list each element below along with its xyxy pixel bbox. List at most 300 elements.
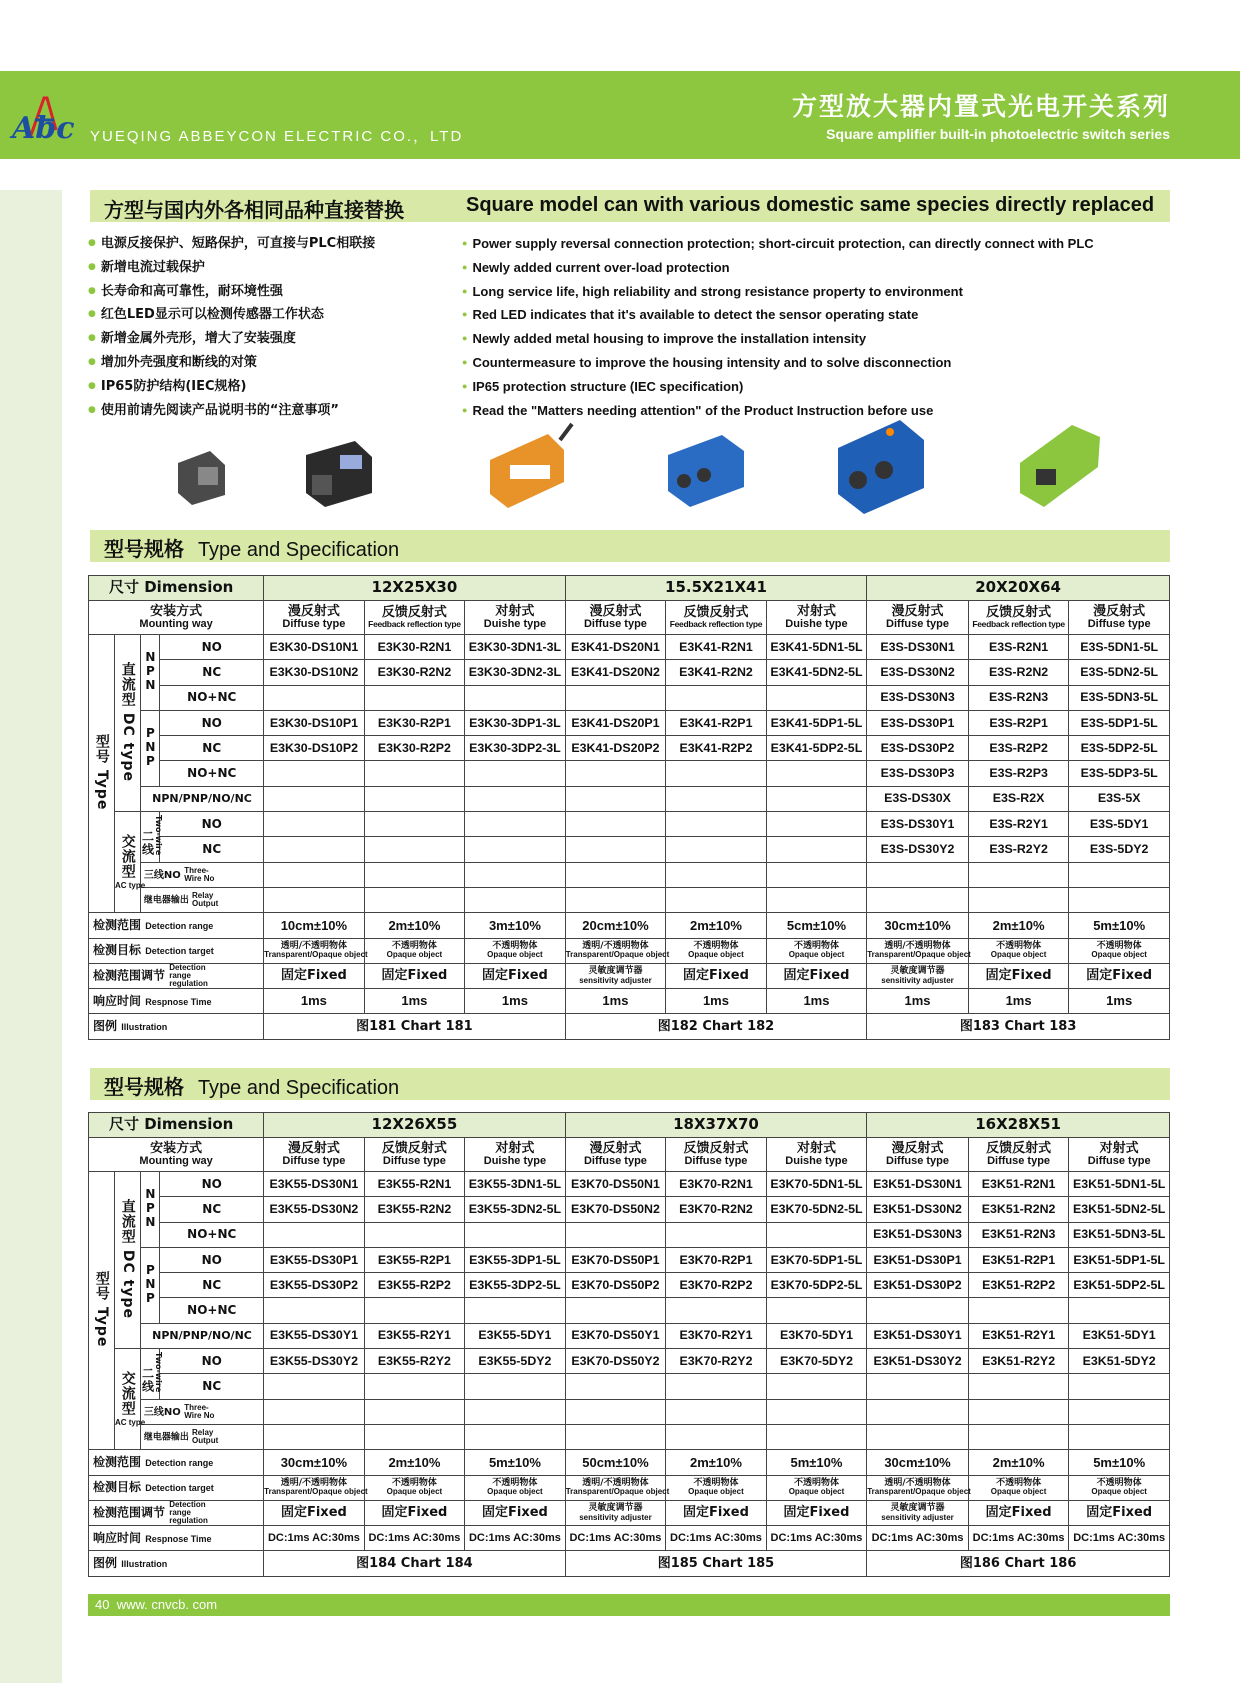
model-cell: E3S-DS30P1 [867, 710, 969, 735]
resp-cell: 1ms [666, 989, 767, 1014]
model-cell: E3S-R2Y1 [968, 812, 1069, 837]
model-cell: E3S-DS30X [867, 786, 969, 811]
target-en: Opaque object [688, 950, 744, 960]
page-number: 40 [95, 1597, 110, 1612]
company-logo [10, 90, 82, 146]
type-header [766, 1138, 867, 1172]
model-cell: E3K70-DS50N2 [565, 1197, 666, 1222]
type-header [264, 1138, 365, 1172]
range-cell: 2m±10% [666, 913, 767, 938]
ac-type-label-cn: 交流型 [119, 833, 136, 879]
type-cn: 对射式 [796, 603, 836, 619]
target-en: Opaque object [688, 1487, 744, 1497]
model-cell: E3K51-5DN2-5L [1069, 1197, 1170, 1222]
range-cell: 5m±10% [465, 1450, 566, 1475]
model-cell [364, 862, 465, 887]
model-cell [867, 1374, 969, 1399]
model-cell: E3K51-DS30P2 [867, 1273, 969, 1298]
illus-cell: 图184 Chart 184 [264, 1551, 566, 1576]
model-cell [565, 761, 666, 786]
type-cn: 对射式 [495, 603, 535, 619]
model-cell: E3S-R2P3 [968, 761, 1069, 786]
resp-label-cn: 响应时间 [93, 994, 142, 1008]
adjust-cell [867, 963, 969, 988]
type-en: Diffuse type [1087, 617, 1151, 630]
model-cell [264, 837, 365, 862]
output-no: NO [201, 715, 222, 730]
target-cn: 不透明物体 [492, 1477, 538, 1488]
type-header [666, 1138, 767, 1172]
range-cell: 3m±10% [465, 913, 566, 938]
target-cell [565, 938, 670, 963]
spec-table-2 [88, 1112, 1170, 1577]
model-cell: E3K30-DS10P1 [264, 710, 365, 735]
output-nc: NC [202, 741, 222, 756]
model-cell: E3K70-5DY2 [766, 1349, 867, 1374]
target-cn: 不透明物体 [793, 1477, 839, 1488]
output-nc: NC [202, 1202, 222, 1217]
model-cell: E3K51-DS30Y1 [867, 1323, 969, 1348]
model-cell: E3S-5DN1-5L [1069, 635, 1170, 660]
model-cell: E3K30-R2P1 [364, 710, 465, 735]
resp-cell: DC:1ms AC:30ms [465, 1526, 566, 1551]
model-cell: E3S-5DP3-5L [1069, 761, 1170, 786]
type-en: Diffuse type [886, 1154, 950, 1167]
feature-item: ● 使用前请先阅读产品说明书的“注意事项” [88, 400, 375, 424]
type-cn: 漫反射式 [589, 603, 642, 619]
type-en: Diffuse type [282, 1154, 346, 1167]
target-cn: 不透明物体 [996, 1477, 1042, 1488]
model-cell [666, 1298, 767, 1323]
dimension-value: 12X25X30 [371, 578, 458, 597]
target-cn: 透明/不透明物体 [582, 940, 649, 951]
model-cell [666, 761, 767, 786]
target-label-en: Detection target [145, 1483, 214, 1494]
output-nonc: NO+NC [187, 1303, 237, 1318]
relay-label-cn: 继电器输出 [143, 1432, 189, 1443]
output-no: NO [201, 639, 222, 654]
target-cn: 不透明物体 [693, 1477, 739, 1488]
type-header [867, 1138, 969, 1172]
illus-cell: 图181 Chart 181 [264, 1014, 566, 1039]
model-cell [766, 761, 867, 786]
ac-type-label-en: AC type [114, 881, 146, 891]
mounting-label-cn: 安装方式 [150, 603, 203, 619]
model-cell [565, 862, 666, 887]
feature-list-en [462, 233, 1094, 423]
model-cell: E3K55-DS30Y2 [264, 1349, 365, 1374]
pnp-label: PNP [143, 1263, 158, 1306]
type-cn: 漫反射式 [891, 603, 944, 619]
adjust-cell: 固定Fixed [364, 963, 465, 988]
resp-cell: DC:1ms AC:30ms [968, 1526, 1069, 1551]
model-cell [766, 837, 867, 862]
type-cn: 反馈反射式 [986, 1140, 1052, 1156]
model-cell: E3K51-5DP2-5L [1069, 1273, 1170, 1298]
resp-label-cn: 响应时间 [93, 1531, 142, 1545]
three-wire-label-en: Three-Wire No [184, 865, 215, 883]
model-cell [766, 812, 867, 837]
product-lens [198, 467, 218, 485]
type-header [968, 1138, 1069, 1172]
model-cell [766, 1399, 867, 1424]
product-photo-6 [1010, 413, 1105, 513]
range-label-cn: 检测范围 [93, 1455, 142, 1470]
npn-label: NPN [143, 1187, 158, 1230]
model-cell: E3K51-5DP1-5L [1069, 1247, 1170, 1272]
model-cell: E3K51-5DN3-5L [1069, 1222, 1170, 1247]
model-cell: E3K30-R2N1 [364, 635, 465, 660]
model-cell: E3K51-DS30N1 [867, 1172, 969, 1197]
target-cell [766, 1475, 867, 1500]
model-cell: E3K30-3DP2-3L [465, 736, 566, 761]
spec-table-1 [88, 575, 1170, 1040]
target-en: Transparent/Opaque object [565, 950, 670, 960]
adjust-cell: 固定Fixed [968, 963, 1069, 988]
model-cell [565, 1374, 666, 1399]
model-cell [565, 1222, 666, 1247]
ac-type-label-en: AC type [114, 1418, 146, 1428]
two-wire-label-en: Two-wire [153, 1352, 163, 1393]
model-cell: E3K70-5DP2-5L [766, 1273, 867, 1298]
model-cell: E3K30-R2P2 [364, 736, 465, 761]
type-cn: 反馈反射式 [986, 605, 1052, 621]
model-cell [264, 1399, 365, 1424]
model-cell [264, 786, 365, 811]
product-photo-3 [480, 420, 575, 515]
model-cell [364, 1374, 465, 1399]
model-cell [1069, 1424, 1170, 1449]
output-no: NO [201, 1353, 222, 1368]
mounting-label-en: Mounting way [139, 1154, 213, 1167]
type-cn: 对射式 [796, 1140, 836, 1156]
product-photo-2 [300, 435, 380, 510]
type-header [565, 1138, 666, 1172]
model-cell [565, 1298, 666, 1323]
target-cell [364, 1475, 465, 1500]
model-cell [565, 837, 666, 862]
output-nonc: NO+NC [187, 1227, 237, 1242]
model-cell: E3K51-DS30Y2 [867, 1349, 969, 1374]
model-cell: E3K55-5DY1 [465, 1323, 566, 1348]
model-cell: E3K70-DS50Y2 [565, 1349, 666, 1374]
type-header [666, 601, 767, 635]
feature-item: ● 红色LED显示可以检测传感器工作状态 [88, 304, 375, 328]
type-cn: 对射式 [1099, 1140, 1139, 1156]
model-cell: E3S-R2P1 [968, 710, 1069, 735]
model-cell: E3K70-R2P1 [666, 1247, 767, 1272]
type-header [364, 1138, 465, 1172]
model-cell [666, 1399, 767, 1424]
model-cell [465, 862, 566, 887]
relay-label-en: Relay Output [192, 891, 219, 909]
model-cell: E3S-DS30Y2 [867, 837, 969, 862]
model-cell: E3K55-R2Y1 [364, 1323, 465, 1348]
model-cell: E3K55-R2N2 [364, 1197, 465, 1222]
resp-cell: 1ms [968, 989, 1069, 1014]
model-cell [968, 1399, 1069, 1424]
model-cell [666, 786, 767, 811]
resp-label-en: Respnose Time [145, 1534, 212, 1544]
adjust-cell: 固定Fixed [766, 963, 867, 988]
range-cell: 5m±10% [1069, 1450, 1170, 1475]
footer-text [95, 1597, 217, 1612]
target-cell [1069, 1475, 1170, 1500]
resp-cell: 1ms [465, 989, 566, 1014]
model-cell: E3K55-3DP2-5L [465, 1273, 566, 1298]
resp-cell: 1ms [766, 989, 867, 1014]
model-cell: E3K41-DS20P1 [565, 710, 666, 735]
model-cell [968, 887, 1069, 912]
target-en: Transparent/Opaque object [867, 1487, 971, 1497]
model-cell: E3K51-DS30N2 [867, 1197, 969, 1222]
adjust-cell: 固定Fixed [666, 1500, 767, 1525]
resp-cell: DC:1ms AC:30ms [565, 1526, 666, 1551]
model-cell [465, 1298, 566, 1323]
sens-en: sensitivity adjuster [579, 1512, 652, 1522]
target-en: Opaque object [1091, 1487, 1147, 1497]
spec-title-2: 型号规格 Type and Specification [104, 1075, 400, 1099]
model-cell [666, 1374, 767, 1399]
adjust-cell: 固定Fixed [1069, 963, 1170, 988]
model-cell: E3K70-5DN1-5L [766, 1172, 867, 1197]
model-cell: E3K41-5DN2-5L [766, 660, 867, 685]
adjust-label-cn: 检测范围调节 [93, 968, 166, 983]
type-header [867, 601, 969, 635]
illus-label-cn: 图例 [93, 1556, 118, 1571]
feature-item: ● Countermeasure to improve the housing intensity and to solve disconnection [462, 352, 1094, 376]
model-cell: E3K70-DS50P1 [565, 1247, 666, 1272]
model-cell: E3K55-DS30P1 [264, 1247, 365, 1272]
model-cell: E3S-R2P2 [968, 736, 1069, 761]
target-en: Transparent/Opaque object [264, 950, 368, 960]
model-cell: E3K55-3DP1-5L [465, 1247, 566, 1272]
model-cell [766, 862, 867, 887]
model-cell [264, 761, 365, 786]
target-label-en: Detection target [145, 946, 214, 957]
model-cell [1069, 862, 1170, 887]
type-en: Duishe type [483, 617, 547, 630]
target-cell [565, 1475, 670, 1500]
illus-cell: 图185 Chart 185 [565, 1551, 867, 1576]
model-cell: E3S-R2Y2 [968, 837, 1069, 862]
model-cell [565, 887, 666, 912]
type-cn: 反馈反射式 [683, 605, 749, 621]
illus-cell: 图182 Chart 182 [565, 1014, 867, 1039]
output-no: NO [201, 816, 222, 831]
model-cell: E3S-R2N1 [968, 635, 1069, 660]
model-cell [565, 1424, 666, 1449]
footer-bar [88, 1594, 1170, 1616]
model-cell: E3S-R2N2 [968, 660, 1069, 685]
sens-en: sensitivity adjuster [881, 975, 954, 985]
target-cell [666, 938, 767, 963]
model-cell [465, 887, 566, 912]
target-label-cn: 检测目标 [93, 943, 142, 958]
model-cell: E3K41-R2N2 [666, 660, 767, 685]
range-cell: 20cm±10% [565, 913, 666, 938]
model-cell [465, 1222, 566, 1247]
sens-cn: 灵敏度调节器 [890, 966, 945, 977]
model-cell [465, 1424, 566, 1449]
logo-lettering: Abc [12, 111, 75, 146]
model-cell: E3S-5X [1069, 786, 1170, 811]
sens-en: sensitivity adjuster [579, 975, 652, 985]
range-cell: 30cm±10% [867, 913, 969, 938]
type-cn: 反馈反射式 [683, 1140, 749, 1156]
ac-type-label-cn: 交流型 [119, 1370, 136, 1416]
model-cell: E3K70-R2N2 [666, 1197, 767, 1222]
dimension-label: 尺寸 Dimension [109, 1115, 234, 1134]
three-wire-label-cn: 三线NO [143, 869, 181, 881]
product-label [510, 465, 550, 479]
target-cell [364, 938, 465, 963]
section-title-cn: 方型与国内外各相同品种直接替换 [104, 198, 404, 222]
model-cell [565, 812, 666, 837]
two-wire-label-cn: 二线 [140, 829, 155, 856]
product-lens [849, 471, 867, 489]
model-cell [867, 1424, 969, 1449]
target-cell [1069, 938, 1170, 963]
target-en: Opaque object [386, 950, 443, 960]
model-cell: E3S-5DY2 [1069, 837, 1170, 862]
adjust-cell: 固定Fixed [465, 1500, 566, 1525]
model-cell [465, 837, 566, 862]
type-en: Diffuse type [583, 1154, 647, 1167]
model-cell: E3K30-3DP1-3L [465, 710, 566, 735]
model-cell: E3K70-5DN2-5L [766, 1197, 867, 1222]
type-header [565, 601, 666, 635]
target-cell [968, 1475, 1069, 1500]
model-cell: E3S-DS30N3 [867, 685, 969, 710]
type-cn: 反馈反射式 [381, 1140, 447, 1156]
model-cell [364, 1424, 465, 1449]
target-cell [264, 1475, 368, 1500]
type-header [1069, 1138, 1170, 1172]
model-cell: E3K55-DS30N1 [264, 1172, 365, 1197]
mounting-label-cn: 安装方式 [150, 1140, 203, 1156]
target-cell [465, 938, 566, 963]
model-cell [264, 1222, 365, 1247]
model-cell [968, 1424, 1069, 1449]
model-type-label: 型号 Type [93, 734, 110, 811]
product-photo-4 [660, 425, 750, 510]
model-cell: E3K55-3DN2-5L [465, 1197, 566, 1222]
adjust-cell: 固定Fixed [264, 1500, 365, 1525]
model-cell: E3K55-DS30P2 [264, 1273, 365, 1298]
target-cn: 不透明物体 [492, 940, 538, 951]
feature-item: ● IP65 protection structure (IEC specification) [462, 376, 1094, 400]
model-cell [1069, 1399, 1170, 1424]
feature-item: ● 长寿命和高可靠性，耐环境性强 [88, 281, 375, 305]
target-cn: 不透明物体 [1096, 940, 1142, 951]
model-cell: E3K55-5DY2 [465, 1349, 566, 1374]
product-lens [1036, 469, 1056, 485]
model-cell: E3K55-DS30N2 [264, 1197, 365, 1222]
model-cell: E3K51-R2P1 [968, 1247, 1069, 1272]
type-header [465, 1138, 566, 1172]
model-cell [766, 1374, 867, 1399]
target-en: Opaque object [386, 1487, 443, 1497]
model-cell [766, 685, 867, 710]
dimension-label: 尺寸 Dimension [109, 578, 234, 597]
adjust-cell: 固定Fixed [968, 1500, 1069, 1525]
model-cell: E3K70-5DY1 [766, 1323, 867, 1348]
type-en: Diffuse type [684, 1154, 748, 1167]
dimension-value: 18X37X70 [673, 1115, 759, 1134]
resp-cell: DC:1ms AC:30ms [264, 1526, 365, 1551]
model-cell [364, 761, 465, 786]
model-cell: E3K51-R2N2 [968, 1197, 1069, 1222]
model-cell: E3K70-R2Y1 [666, 1323, 767, 1348]
model-cell [867, 1399, 969, 1424]
sens-cn: 灵敏度调节器 [588, 1503, 643, 1514]
illus-label-en: Illustration [121, 1022, 168, 1033]
resp-cell: 1ms [264, 989, 365, 1014]
target-cn: 透明/不透明物体 [582, 1477, 649, 1488]
resp-cell: 1ms [364, 989, 465, 1014]
product-photo-1 [170, 445, 230, 507]
sens-en: sensitivity adjuster [881, 1512, 954, 1522]
adjust-label-en: Detection range regulation [169, 1500, 208, 1525]
resp-cell: DC:1ms AC:30ms [364, 1526, 465, 1551]
type-header [766, 601, 867, 635]
model-cell: E3S-R2N3 [968, 685, 1069, 710]
target-cn: 不透明物体 [996, 940, 1042, 951]
type-en: Duishe type [483, 1154, 547, 1167]
pnp-label: PNP [143, 726, 158, 769]
model-cell [465, 786, 566, 811]
output-npn-pnp: NPN/PNP/NO/NC [152, 1329, 252, 1343]
output-nc: NC [202, 665, 222, 680]
model-cell: E3K70-DS50P2 [565, 1273, 666, 1298]
range-cell: 30cm±10% [867, 1450, 969, 1475]
model-cell [364, 1222, 465, 1247]
target-cn: 透明/不透明物体 [884, 1477, 951, 1488]
product-label [340, 455, 362, 469]
model-cell: E3S-DS30P2 [867, 736, 969, 761]
feature-item: ● Power supply reversal connection protection; short-circuit protection, can directly connect with PLC [462, 233, 1094, 257]
model-cell [766, 1298, 867, 1323]
model-cell: E3S-5DN3-5L [1069, 685, 1170, 710]
model-cell [766, 1424, 867, 1449]
target-en: Opaque object [788, 1487, 845, 1497]
relay-label-cn: 继电器输出 [143, 895, 189, 906]
model-cell [465, 812, 566, 837]
target-cell [264, 938, 368, 963]
dimension-value: 16X28X51 [975, 1115, 1061, 1134]
type-cn: 漫反射式 [891, 1140, 944, 1156]
dc-type-label: 直流型 DC type [119, 661, 136, 782]
type-cn: 对射式 [495, 1140, 535, 1156]
type-cn: 反馈反射式 [381, 605, 447, 621]
model-cell [565, 786, 666, 811]
model-cell: E3K51-R2Y2 [968, 1349, 1069, 1374]
model-cell: E3S-5DY1 [1069, 812, 1170, 837]
model-cell [666, 862, 767, 887]
company-name: YUEQING ABBEYCON ELECTRIC CO.，LTD [90, 128, 464, 145]
target-cn: 不透明物体 [1096, 1477, 1142, 1488]
range-label-cn: 检测范围 [93, 918, 142, 933]
type-header [364, 601, 465, 635]
feature-item: ● Red LED indicates that it's available to detect the sensor operating state [462, 304, 1094, 328]
target-en: Transparent/Opaque object [565, 1487, 670, 1497]
model-cell: E3K70-R2Y2 [666, 1349, 767, 1374]
target-cell [666, 1475, 767, 1500]
product-lens [697, 468, 711, 482]
model-cell: E3K30-3DN1-3L [465, 635, 566, 660]
feature-item: ● Newly added current over-load protection [462, 257, 1094, 281]
